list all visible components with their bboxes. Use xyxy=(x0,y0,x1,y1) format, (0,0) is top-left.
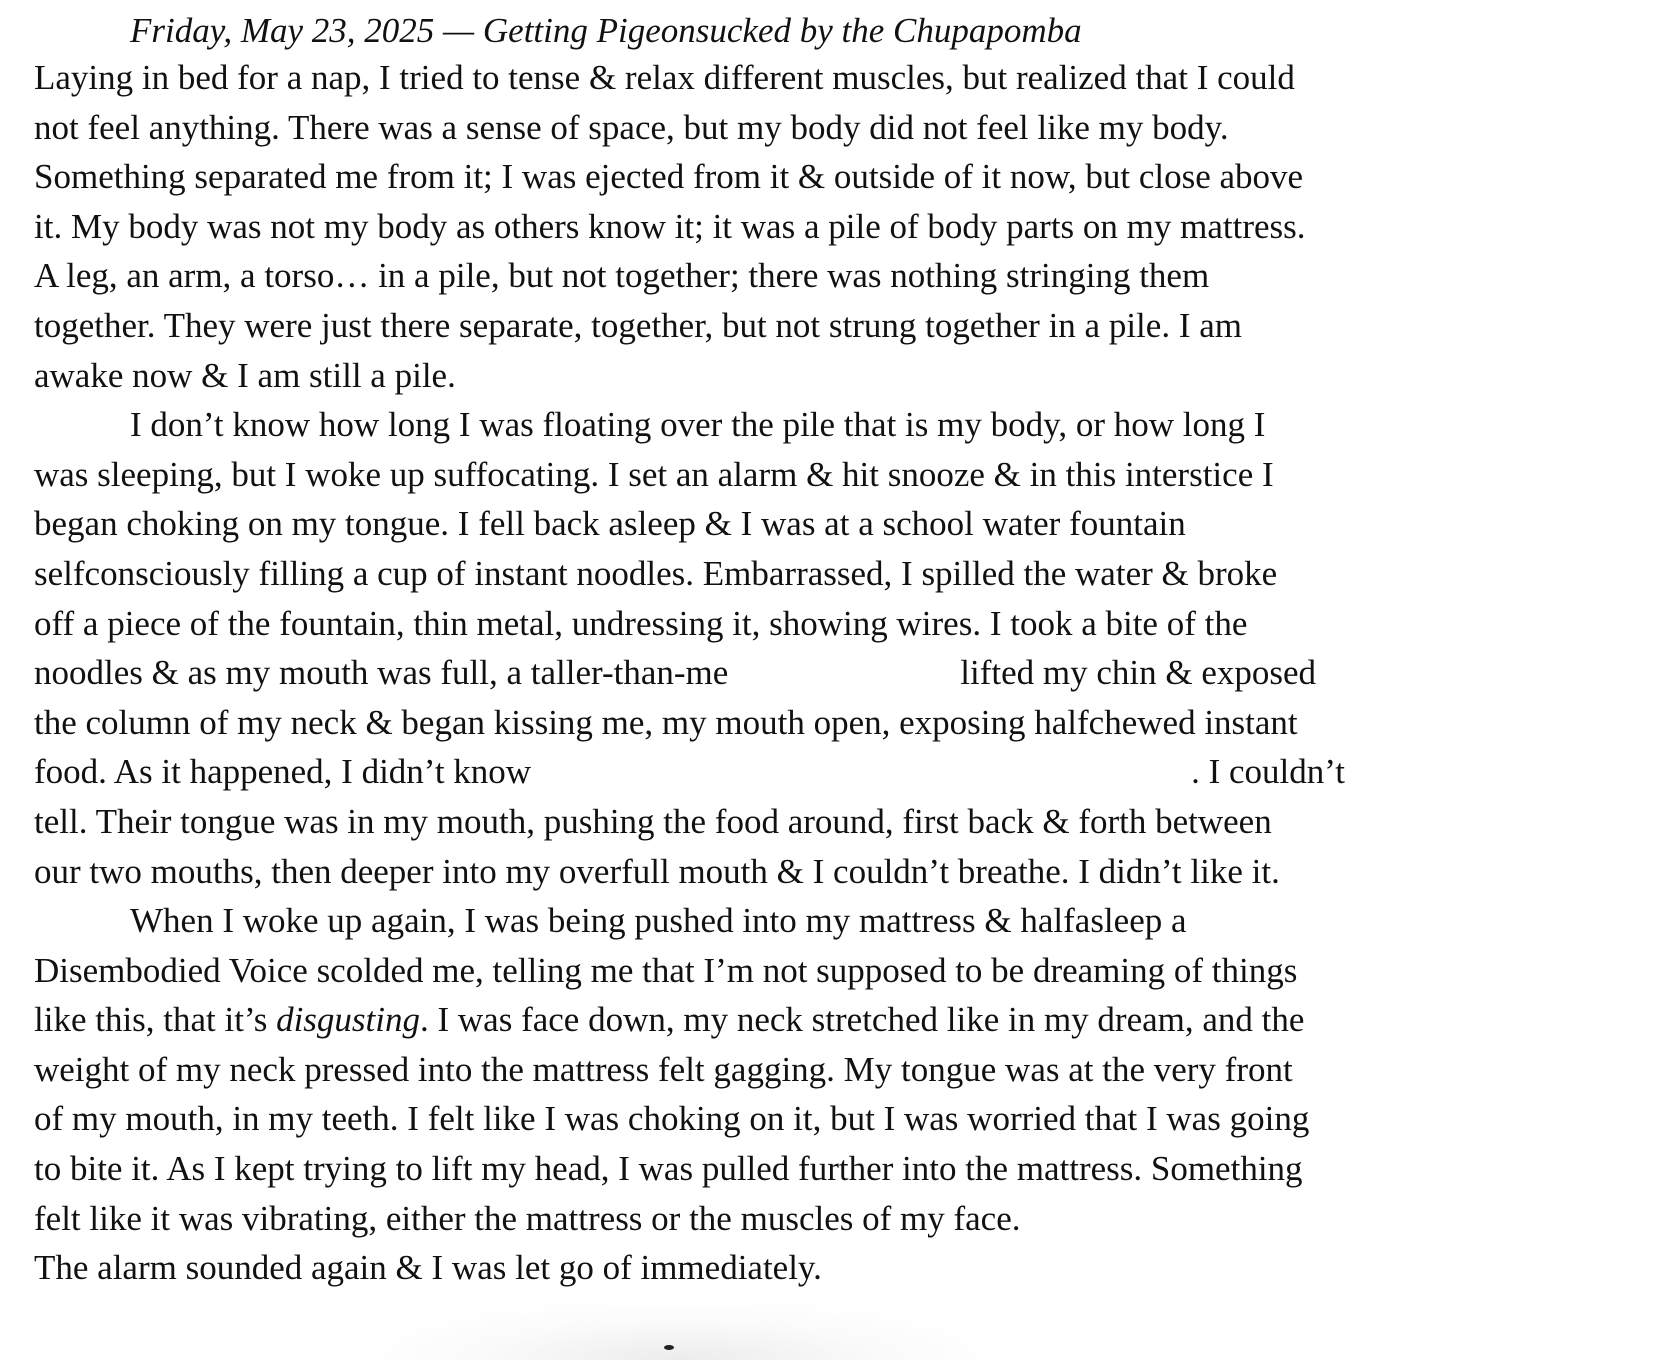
text-line: selfconsciously filling a cup of instant noodles. Embarrassed, I spilled the water & broke xyxy=(34,553,1278,593)
entry-title: Friday, May 23, 2025 — Getting Pigeonsucked by the Chupapomba xyxy=(130,11,1082,50)
text-line: our two mouths, then deeper into my overfull mouth & I couldn’t breathe. I didn’t like it. xyxy=(34,851,1280,891)
text-line: Laying in bed for a nap, I tried to tense & relax different muscles, but realized that I could xyxy=(34,58,1295,97)
text-segment: like this, that it’s xyxy=(34,1000,277,1040)
text-segment: . I couldn’t xyxy=(1191,752,1345,792)
text-line: not feel anything. There was a sense of space, but my body did not feel like my body. xyxy=(34,107,1229,147)
paper-smudge xyxy=(360,1300,1000,1360)
text-line: to bite it. As I kept trying to lift my head, I was pulled further into the mattress. Something xyxy=(34,1149,1303,1189)
text-line-with-emphasis xyxy=(34,995,1454,1045)
text-line-paragraph-start: I don’t know how long I was floating over the pile that is my body, or how long I xyxy=(130,405,1266,445)
redacted-blank xyxy=(728,658,960,698)
emphasized-word: disgusting xyxy=(276,1000,420,1040)
text-line: of my mouth, in my teeth. I felt like I was choking on it, but I was worried that I was going xyxy=(34,1099,1310,1139)
text-segment: noodles & as my mouth was full, a taller-than-me xyxy=(34,653,729,693)
text-line: Something separated me from it; I was ejected from it & outside of it now, but close above xyxy=(34,157,1304,197)
text-line: was sleeping, but I woke up suffocating. I set an alarm & hit snooze & in this interstice I xyxy=(34,454,1274,494)
text-line: A leg, an arm, a torso… in a pile, but not together; there was nothing stringing them xyxy=(34,256,1210,296)
text-line: awake now & I am still a pile. xyxy=(34,355,456,395)
text-line: The alarm sounded again & I was let go of immediately. xyxy=(34,1248,822,1288)
text-line: began choking on my tongue. I fell back asleep & I was at a school water fountain xyxy=(34,504,1186,544)
ink-speck xyxy=(664,1345,674,1350)
text-line: tell. Their tongue was in my mouth, pushing the food around, first back & forth between xyxy=(34,801,1272,841)
text-line: weight of my neck pressed into the mattress felt gagging. My tongue was at the very front xyxy=(34,1049,1293,1089)
text-segment: food. As it happened, I didn’t know xyxy=(34,752,532,792)
text-segment: lifted my chin & exposed xyxy=(960,653,1317,693)
text-line: the column of my neck & began kissing me, my mouth open, exposing halfchewed instant xyxy=(34,702,1298,742)
text-line: off a piece of the fountain, thin metal, undressing it, showing wires. I took a bite of the xyxy=(34,603,1248,643)
text-line-paragraph-start: When I woke up again, I was being pushed into my mattress & halfasleep a xyxy=(130,901,1187,941)
text-segment: . I was face down, my neck stretched like in my dream, and the xyxy=(420,1000,1305,1040)
text-line-with-redaction xyxy=(34,747,1454,797)
text-line: Disembodied Voice scolded me, telling me that I’m not supposed to be dreaming of things xyxy=(34,950,1298,990)
redacted-blank xyxy=(531,757,1191,797)
text-line: together. They were just there separate, together, but not strung together in a pile. I am xyxy=(34,305,1242,345)
entry-body xyxy=(34,53,1454,1293)
text-line-with-redaction xyxy=(34,648,1454,698)
text-line: felt like it was vibrating, either the mattress or the muscles of my face. xyxy=(34,1198,1021,1238)
text-line: it. My body was not my body as others know it; it was a pile of body parts on my mattress. xyxy=(34,206,1306,246)
